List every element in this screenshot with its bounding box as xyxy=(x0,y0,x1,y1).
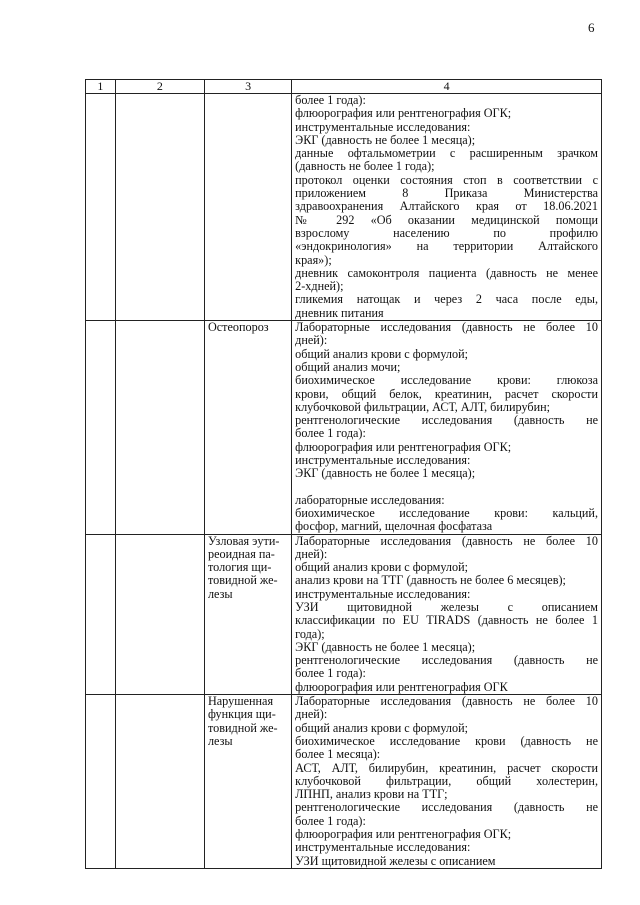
requirement-line: классификации по EU TIRADS (давность не более 1 xyxy=(295,613,598,628)
requirement-line: более 1 месяца): xyxy=(295,747,381,762)
requirement-line: флюорография или рентгенография ОГК; xyxy=(295,439,512,454)
requirement-line: дневник питания xyxy=(295,305,384,320)
requirements-cell xyxy=(292,695,602,869)
requirement-line: более 1 года): xyxy=(295,93,366,107)
requirement-line: года); xyxy=(295,626,325,641)
requirement-line: инструментальные исследования: xyxy=(295,840,471,855)
diagnosis-line: товидной же- xyxy=(207,573,278,588)
blank-line xyxy=(295,481,598,494)
requirement-line: Лабораторные исследования (давность не более 10 xyxy=(295,694,598,709)
diagnosis-cell xyxy=(204,94,291,321)
requirement-line: анализ крови на ТТГ (давность не более 6 месяцев); xyxy=(295,573,566,588)
requirement-line: дней): xyxy=(295,333,328,348)
header-col-2: 2 xyxy=(115,80,204,94)
requirement-line: крови, общий белок, креатинин, расчет скорости xyxy=(295,386,598,401)
requirement-line: клубочковой фильтрации, АСТ, АЛТ, билирубин; xyxy=(295,399,551,414)
requirement-line: Лабораторные исследования (давность не более 10 xyxy=(295,320,598,335)
header-col-4: 4 xyxy=(292,80,602,94)
row-col-2 xyxy=(115,695,204,869)
requirement-line: рентгенологические исследования (давность не xyxy=(295,800,598,815)
requirement-line: флюорография или рентгенография ОГК xyxy=(295,679,508,694)
requirement-line: фосфор, магний, щелочная фосфатаза xyxy=(295,519,493,534)
header-col-1: 1 xyxy=(86,80,116,94)
page-number: 6 xyxy=(588,20,595,35)
diagnosis-cell xyxy=(204,534,291,695)
diagnosis-line: Узловая эути- xyxy=(207,533,280,548)
diagnosis-line: Нарушенная xyxy=(207,694,274,709)
requirement-line: рентгенологические исследования (давность не xyxy=(295,653,598,668)
requirement-line: общий анализ мочи; xyxy=(295,359,401,374)
requirement-line: лабораторные исследования: xyxy=(295,492,445,507)
row-col-1 xyxy=(86,321,116,534)
table-row xyxy=(86,534,602,695)
requirement-line: общий анализ крови с формулой; xyxy=(295,560,468,575)
requirement-line: «эндокринология» на территории Алтайского xyxy=(295,239,598,254)
requirement-line: протокол оценки состояния стоп в соответствии с xyxy=(295,172,598,187)
table-row xyxy=(86,321,602,534)
row-col-2 xyxy=(115,534,204,695)
requirement-line: № 292 «Об оказании медицинской помощи xyxy=(295,212,598,227)
requirement-line: дневник самоконтроля пациента (давность не менее xyxy=(295,265,598,280)
table-row xyxy=(86,94,602,321)
requirement-line: инструментальные исследования: xyxy=(295,586,471,601)
requirement-line: более 1 года): xyxy=(295,666,366,681)
requirement-line: ЭКГ (давность не более 1 месяца); xyxy=(295,132,476,147)
requirement-line: ЛПНП, анализ крови на ТТГ; xyxy=(295,787,448,802)
requirement-line: данные офтальмометрии с расширенным зрачком xyxy=(295,146,598,161)
requirement-line: инструментальные исследования: xyxy=(295,453,471,468)
table-header-row xyxy=(86,80,602,94)
requirement-line: рентгенологические исследования (давность не xyxy=(295,413,598,428)
diagnosis-line: лезы xyxy=(207,586,233,601)
requirements-table xyxy=(85,79,602,869)
requirement-line: более 1 года): xyxy=(295,813,366,828)
requirement-line: биохимическое исследование крови: глюкоза xyxy=(295,373,598,388)
diagnosis-line: товидной же- xyxy=(207,720,278,735)
diagnosis-cell xyxy=(204,695,291,869)
requirement-line: (давность не более 1 года); xyxy=(295,159,435,174)
diagnosis-line: Остеопороз xyxy=(207,320,269,335)
diagnosis-line: тология щи- xyxy=(207,560,272,575)
requirement-line: общий анализ крови с формулой; xyxy=(295,346,468,361)
requirements-cell xyxy=(292,321,602,534)
diagnosis-line: реоидная па- xyxy=(207,546,275,561)
requirement-line: флюорография или рентгенография ОГК; xyxy=(295,827,512,842)
requirement-line: взрослому населению по профилю xyxy=(295,225,598,240)
requirement-line: УЗИ щитовидной железы с описанием xyxy=(295,853,496,868)
diagnosis-line: лезы xyxy=(207,733,233,748)
requirement-line: более 1 года): xyxy=(295,426,366,441)
requirement-line: УЗИ щитовидной железы с описанием xyxy=(295,599,598,614)
row-col-1 xyxy=(86,695,116,869)
requirement-line: края»); xyxy=(295,252,332,267)
requirement-line: приложением 8 Приказа Министерства xyxy=(295,186,598,201)
row-col-2 xyxy=(115,94,204,321)
requirement-line: гликемия натощак и через 2 часа после еды, xyxy=(295,292,598,307)
requirement-line: инструментальные исследования: xyxy=(295,119,471,134)
requirement-line: дней): xyxy=(295,546,328,561)
row-col-1 xyxy=(86,94,116,321)
requirement-line: флюорография или рентгенография ОГК; xyxy=(295,106,512,121)
requirement-line: биохимическое исследование крови (давность не xyxy=(295,733,598,748)
row-col-2 xyxy=(115,321,204,534)
requirements-cell xyxy=(292,94,602,321)
requirement-line: дней): xyxy=(295,707,328,722)
diagnosis-line: функция щи- xyxy=(207,707,276,722)
requirement-line: ЭКГ (давность не более 1 месяца); xyxy=(295,639,476,654)
row-col-1 xyxy=(86,534,116,695)
requirement-line: АСТ, АЛТ, билирубин, креатинин, расчет скорости xyxy=(295,760,598,775)
requirement-line: ЭКГ (давность не более 1 месяца); xyxy=(295,466,476,481)
requirement-line: общий анализ крови с формулой; xyxy=(295,720,468,735)
requirement-line: 2-хдней); xyxy=(295,279,344,294)
diagnosis-cell xyxy=(204,321,291,534)
header-col-3: 3 xyxy=(204,80,291,94)
table-row xyxy=(86,695,602,869)
requirement-line: биохимическое исследование крови: кальций, xyxy=(295,505,598,520)
requirement-line: Лабораторные исследования (давность не более 10 xyxy=(295,533,598,548)
requirements-cell xyxy=(292,534,602,695)
requirement-line: клубочковой фильтрации, общий холестерин, xyxy=(295,773,598,788)
requirement-line: здравоохранения Алтайского края от 18.06.2021 xyxy=(295,199,598,214)
